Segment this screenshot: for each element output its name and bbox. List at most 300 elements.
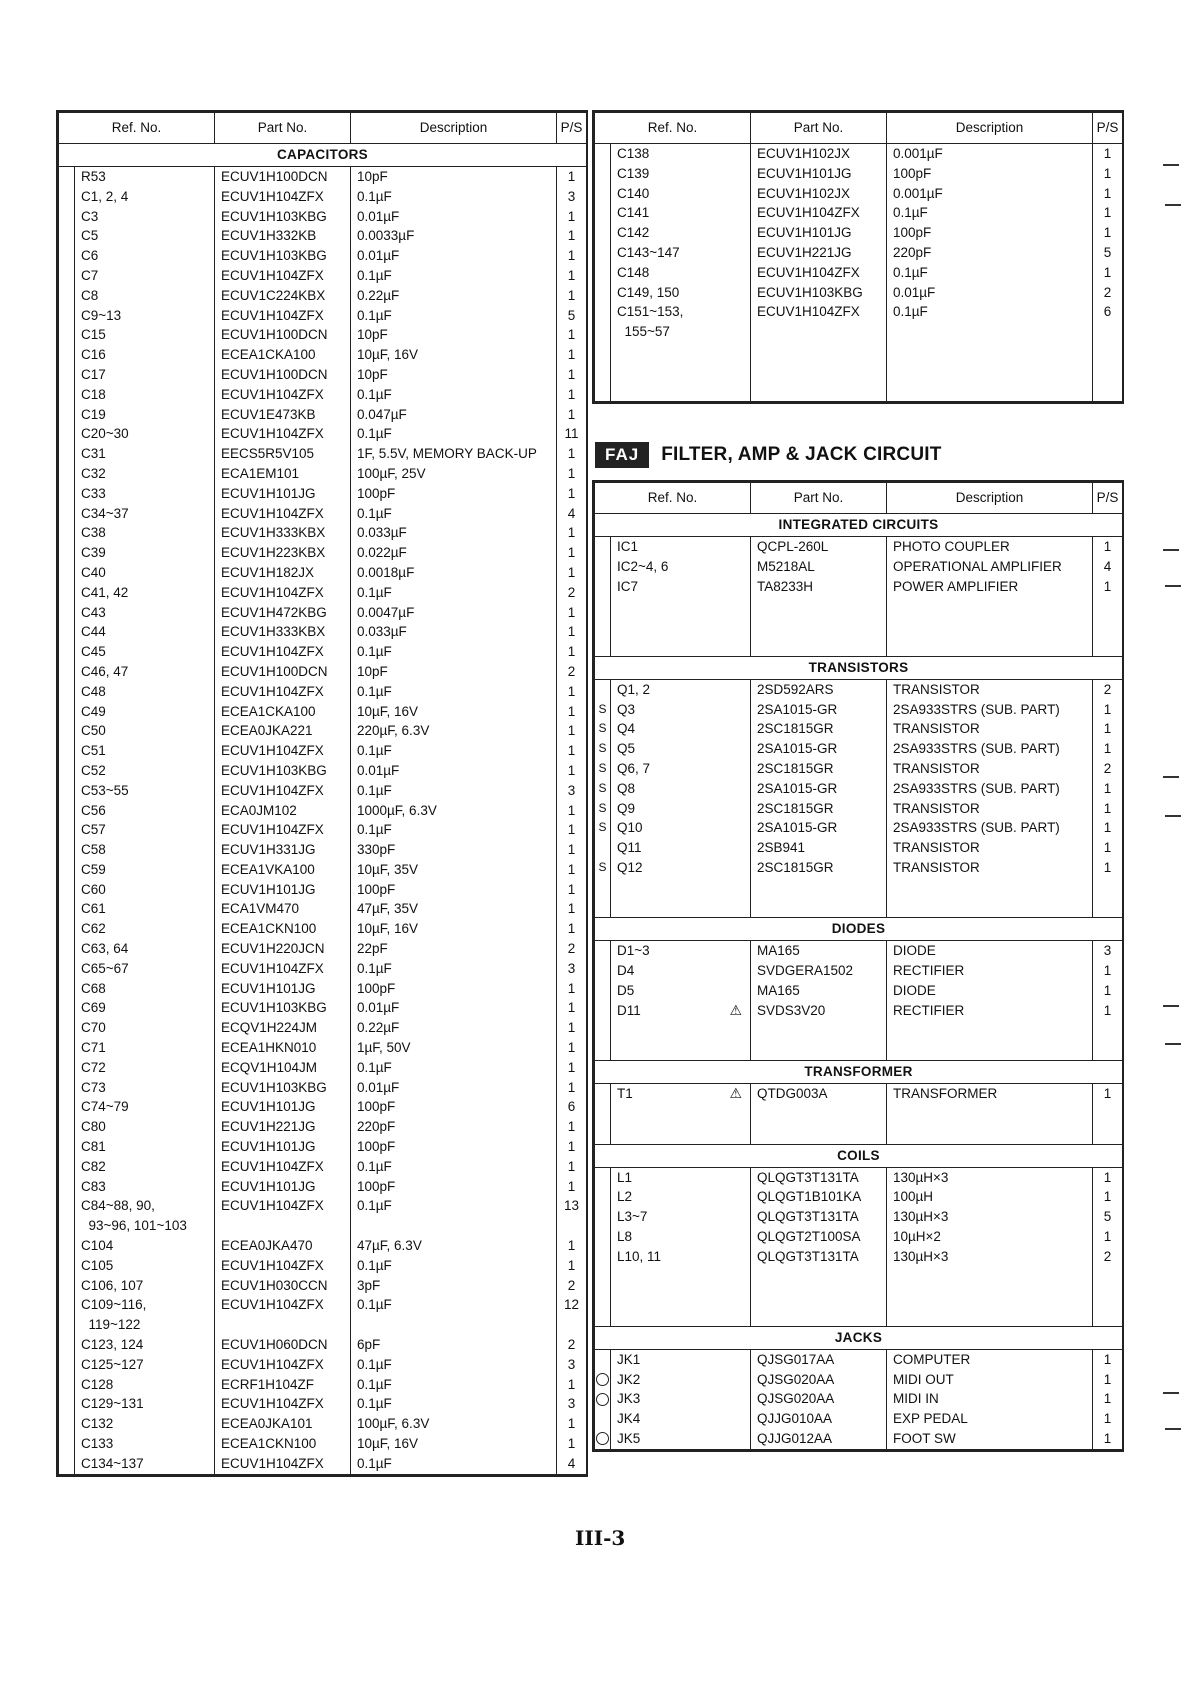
table-row bbox=[59, 1157, 587, 1177]
row-ps: 1 bbox=[1093, 961, 1123, 981]
left-parts-table bbox=[58, 112, 587, 1475]
row-ref bbox=[75, 1018, 215, 1038]
row-ps: 1 bbox=[1093, 164, 1123, 184]
section-title: CAPACITORS bbox=[59, 144, 587, 167]
row-part: ECUV1H100DCN bbox=[215, 325, 351, 345]
row-ref-text: C81 bbox=[81, 1139, 106, 1155]
row-ref bbox=[611, 719, 751, 739]
table-header bbox=[595, 483, 1123, 514]
table-row bbox=[595, 1207, 1123, 1227]
row-ref-text: C69 bbox=[81, 1000, 106, 1016]
row-ref-text: L8 bbox=[617, 1228, 633, 1244]
table-row bbox=[59, 998, 587, 1018]
row-ref bbox=[75, 1117, 215, 1137]
row-desc: 10pF bbox=[351, 167, 557, 187]
table-row bbox=[59, 1394, 587, 1414]
row-ps: 1 bbox=[557, 385, 587, 405]
row-ref-text: 155~57 bbox=[617, 324, 670, 340]
row-ref bbox=[75, 385, 215, 405]
row-ref-text: C57 bbox=[81, 822, 106, 838]
row-ref-text: D11 bbox=[617, 1002, 641, 1018]
row-ref bbox=[611, 1409, 751, 1429]
row-ref-text: C62 bbox=[81, 921, 106, 937]
row-mark bbox=[595, 243, 611, 263]
row-desc: 220µF, 6.3V bbox=[351, 721, 557, 741]
row-ref bbox=[611, 1084, 751, 1104]
table-row bbox=[595, 1084, 1123, 1104]
row-ref bbox=[75, 226, 215, 246]
row-ref bbox=[75, 642, 215, 662]
row-ref-text: C83 bbox=[81, 1178, 106, 1194]
row-ref bbox=[75, 662, 215, 682]
table-row bbox=[59, 583, 587, 603]
table-row bbox=[595, 941, 1123, 961]
row-mark bbox=[59, 1157, 75, 1177]
row-desc: 0.1µF bbox=[351, 1454, 557, 1474]
row-ps: 1 bbox=[557, 1434, 587, 1454]
row-ref bbox=[75, 860, 215, 880]
row-ref-text: C41, 42 bbox=[81, 584, 129, 600]
row-mark bbox=[59, 702, 75, 722]
table-row bbox=[595, 263, 1123, 283]
table-row bbox=[595, 537, 1123, 557]
row-desc: 0.1µF bbox=[351, 741, 557, 761]
row-ref bbox=[75, 246, 215, 266]
row-mark bbox=[59, 1454, 75, 1474]
table-row bbox=[59, 1256, 587, 1276]
row-desc: TRANSISTOR bbox=[887, 799, 1093, 819]
row-mark bbox=[59, 563, 75, 583]
section-capacitors bbox=[59, 144, 587, 167]
row-ref-text: C8 bbox=[81, 287, 99, 303]
row-desc: TRANSISTOR bbox=[887, 858, 1093, 878]
row-ref-text: C53~55 bbox=[81, 782, 129, 798]
row-mark: S bbox=[595, 799, 611, 819]
row-ref-text: C74~79 bbox=[81, 1099, 129, 1115]
table-row bbox=[59, 622, 587, 642]
row-mark bbox=[59, 721, 75, 741]
row-desc: 0.1µF bbox=[351, 1196, 557, 1216]
row-desc: 0.1µF bbox=[351, 504, 557, 524]
row-ps: 1 bbox=[557, 286, 587, 306]
row-ref-text: JK3 bbox=[617, 1391, 641, 1407]
row-mark bbox=[59, 266, 75, 286]
row-mark bbox=[59, 1196, 75, 1216]
row-ref-text: D4 bbox=[617, 963, 635, 979]
row-ref-text: C104 bbox=[81, 1238, 114, 1254]
row-ref-text: C73 bbox=[81, 1079, 106, 1095]
row-part: ECA1EM101 bbox=[215, 464, 351, 484]
row-mark bbox=[59, 484, 75, 504]
row-ref-text: C51 bbox=[81, 743, 106, 759]
row-ref-text: Q10 bbox=[617, 820, 643, 836]
table-row bbox=[59, 1315, 587, 1335]
row-mark bbox=[59, 543, 75, 563]
row-part: ECUV1H104ZFX bbox=[215, 187, 351, 207]
row-ref-text: C132 bbox=[81, 1416, 114, 1432]
row-part: ECUV1H333KBX bbox=[215, 523, 351, 543]
row-mark bbox=[59, 840, 75, 860]
row-ref bbox=[75, 1157, 215, 1177]
row-ref bbox=[75, 1058, 215, 1078]
row-ref bbox=[611, 700, 751, 720]
margin-mark bbox=[1163, 1005, 1179, 1007]
row-mark bbox=[59, 1117, 75, 1137]
row-ref-text: C138 bbox=[617, 146, 650, 161]
row-ref bbox=[611, 1207, 751, 1227]
row-ref bbox=[75, 1097, 215, 1117]
table-row bbox=[595, 719, 1123, 739]
blank-row bbox=[595, 382, 1123, 402]
row-mark bbox=[59, 207, 75, 227]
row-ref bbox=[75, 405, 215, 425]
header-desc: Description bbox=[887, 113, 1093, 144]
row-part: ECUV1H104ZFX bbox=[215, 1157, 351, 1177]
row-ref-text: C44 bbox=[81, 624, 106, 640]
row-desc: 220pF bbox=[887, 243, 1093, 263]
row-ref-text: C3 bbox=[81, 208, 99, 224]
row-part bbox=[751, 322, 887, 342]
row-ps: 2 bbox=[1093, 759, 1123, 779]
row-ps: 1 bbox=[557, 702, 587, 722]
row-part: ECUV1H104ZFX bbox=[751, 263, 887, 283]
row-ref-text: C18 bbox=[81, 386, 106, 402]
table-row bbox=[59, 919, 587, 939]
row-ref bbox=[611, 838, 751, 858]
row-ps bbox=[1093, 322, 1123, 342]
table-row bbox=[59, 1236, 587, 1256]
header-desc: Description bbox=[351, 113, 557, 144]
row-desc: 100pF bbox=[351, 1137, 557, 1157]
blank-row bbox=[595, 1286, 1123, 1306]
row-mark bbox=[59, 167, 75, 187]
row-desc: 0.1µF bbox=[351, 682, 557, 702]
section-header bbox=[595, 1061, 1123, 1084]
row-mark bbox=[59, 1078, 75, 1098]
row-desc: 0.022µF bbox=[351, 543, 557, 563]
row-ref bbox=[611, 799, 751, 819]
row-ref bbox=[75, 1295, 215, 1315]
row-desc: 100µH bbox=[887, 1187, 1093, 1207]
row-part: 2SA1015-GR bbox=[751, 700, 887, 720]
row-desc: DIODE bbox=[887, 941, 1093, 961]
row-ref bbox=[75, 306, 215, 326]
row-ps: 4 bbox=[557, 1454, 587, 1474]
row-ref-text: C141 bbox=[617, 205, 650, 221]
row-desc bbox=[351, 1315, 557, 1335]
row-ref bbox=[75, 1276, 215, 1296]
row-ref-text: Q8 bbox=[617, 780, 636, 796]
row-part: 2SA1015-GR bbox=[751, 779, 887, 799]
row-mark bbox=[59, 1394, 75, 1414]
row-desc: 100pF bbox=[351, 1097, 557, 1117]
row-part: ECUV1H104ZFX bbox=[215, 1256, 351, 1276]
table-row bbox=[595, 302, 1123, 322]
row-mark bbox=[59, 464, 75, 484]
row-ref-text: R53 bbox=[81, 169, 106, 184]
row-mark: S bbox=[595, 858, 611, 878]
row-mark bbox=[595, 203, 611, 223]
row-ref-text: JK2 bbox=[617, 1371, 641, 1387]
row-desc: 100pF bbox=[351, 979, 557, 999]
row-ref bbox=[75, 1355, 215, 1375]
row-mark bbox=[595, 1207, 611, 1227]
row-ref bbox=[75, 325, 215, 345]
table-row bbox=[595, 1409, 1123, 1429]
row-desc: 100pF bbox=[887, 164, 1093, 184]
row-part: ECUV1H104ZFX bbox=[215, 682, 351, 702]
row-ref-text: Q9 bbox=[617, 800, 636, 816]
row-desc: 10µF, 16V bbox=[351, 1434, 557, 1454]
blank-row bbox=[595, 616, 1123, 636]
table-row bbox=[595, 739, 1123, 759]
row-ref bbox=[75, 702, 215, 722]
row-mark bbox=[595, 302, 611, 322]
row-ref bbox=[75, 266, 215, 286]
row-mark bbox=[59, 1414, 75, 1434]
blank-row bbox=[595, 1267, 1123, 1287]
table-row bbox=[595, 1370, 1123, 1390]
row-part: ECUV1H102JX bbox=[751, 144, 887, 164]
row-ps: 1 bbox=[1093, 1409, 1123, 1429]
row-part: 2SC1815GR bbox=[751, 719, 887, 739]
row-part: ECUV1H101JG bbox=[215, 979, 351, 999]
row-part: QLQGT3T131TA bbox=[751, 1247, 887, 1267]
row-desc: EXP PEDAL bbox=[887, 1409, 1093, 1429]
row-ref-text: Q4 bbox=[617, 721, 636, 737]
row-mark bbox=[59, 741, 75, 761]
table-row bbox=[59, 1137, 587, 1157]
row-desc: 0.1µF bbox=[351, 1355, 557, 1375]
row-mark bbox=[59, 286, 75, 306]
row-mark: S bbox=[595, 779, 611, 799]
row-ps: 1 bbox=[557, 1058, 587, 1078]
row-part: ECUV1H104ZFX bbox=[215, 1295, 351, 1315]
row-ps: 1 bbox=[557, 919, 587, 939]
row-ps: 5 bbox=[557, 306, 587, 326]
row-ps: 2 bbox=[557, 662, 587, 682]
page-number: III-3 bbox=[575, 1526, 626, 1550]
row-ps: 1 bbox=[557, 1177, 587, 1197]
row-mark bbox=[59, 1335, 75, 1355]
table-row bbox=[59, 1295, 587, 1315]
row-desc: 0.01µF bbox=[351, 761, 557, 781]
row-mark bbox=[595, 144, 611, 164]
row-part: ECUV1H103KBG bbox=[215, 998, 351, 1018]
row-mark bbox=[595, 1409, 611, 1429]
row-desc: RECTIFIER bbox=[887, 1001, 1093, 1021]
section-header bbox=[595, 656, 1123, 679]
row-ps: 1 bbox=[1093, 1227, 1123, 1247]
row-ps: 13 bbox=[557, 1196, 587, 1216]
row-ref bbox=[75, 207, 215, 227]
table-row bbox=[59, 1018, 587, 1038]
row-desc: 1000µF, 6.3V bbox=[351, 801, 557, 821]
row-ps: 1 bbox=[557, 998, 587, 1018]
row-ref-text: C17 bbox=[81, 366, 106, 382]
row-part: ECEA1HKN010 bbox=[215, 1038, 351, 1058]
row-part: ECUV1H101JG bbox=[215, 880, 351, 900]
row-ps: 1 bbox=[557, 464, 587, 484]
row-desc: 100pF bbox=[351, 1177, 557, 1197]
row-part: 2SC1815GR bbox=[751, 759, 887, 779]
row-part: 2SB941 bbox=[751, 838, 887, 858]
right-bottom-parts-table bbox=[594, 482, 1123, 1450]
row-mark bbox=[59, 1097, 75, 1117]
row-ref-text: C56 bbox=[81, 802, 106, 818]
row-mark bbox=[595, 1247, 611, 1267]
row-desc: OPERATIONAL AMPLIFIER bbox=[887, 557, 1093, 577]
row-ref-text: T1 bbox=[617, 1086, 633, 1102]
row-mark bbox=[59, 306, 75, 326]
table-row bbox=[595, 1429, 1123, 1449]
table-row bbox=[59, 1276, 587, 1296]
row-desc: 0.1µF bbox=[351, 1157, 557, 1177]
row-ps: 5 bbox=[1093, 1207, 1123, 1227]
row-desc: 6pF bbox=[351, 1335, 557, 1355]
row-ref bbox=[75, 365, 215, 385]
row-ref-text: C133 bbox=[81, 1436, 114, 1451]
margin-mark bbox=[1163, 776, 1179, 778]
row-part: ECUV1H101JG bbox=[215, 1177, 351, 1197]
row-desc: 10µF, 16V bbox=[351, 345, 557, 365]
row-part: ECEA0JKA101 bbox=[215, 1414, 351, 1434]
row-desc: 2SA933STRS (SUB. PART) bbox=[887, 779, 1093, 799]
row-part: ECUV1H104ZFX bbox=[215, 1355, 351, 1375]
row-mark bbox=[59, 1355, 75, 1375]
row-desc: 100pF bbox=[351, 484, 557, 504]
row-ps: 1 bbox=[557, 1375, 587, 1395]
table-row bbox=[59, 226, 587, 246]
row-ref-text: 119~122 bbox=[81, 1317, 141, 1333]
table-row bbox=[595, 223, 1123, 243]
row-ref-text: D1~3 bbox=[617, 943, 650, 959]
row-ps: 2 bbox=[557, 1276, 587, 1296]
row-ref bbox=[75, 1137, 215, 1157]
row-desc: COMPUTER bbox=[887, 1349, 1093, 1369]
row-part: ECA0JM102 bbox=[215, 801, 351, 821]
row-ref bbox=[75, 1196, 215, 1216]
row-mark bbox=[59, 365, 75, 385]
row-part: ECUV1H101JG bbox=[215, 484, 351, 504]
margin-mark bbox=[1165, 1428, 1181, 1430]
row-desc: 0.1µF bbox=[351, 642, 557, 662]
row-desc: 10µF, 35V bbox=[351, 860, 557, 880]
row-mark bbox=[595, 322, 611, 342]
row-ref-text: IC7 bbox=[617, 578, 639, 594]
table-row bbox=[595, 1167, 1123, 1187]
table-row bbox=[59, 1414, 587, 1434]
row-ps: 1 bbox=[1093, 1084, 1123, 1104]
row-ps: 1 bbox=[557, 444, 587, 464]
row-ref bbox=[75, 1236, 215, 1256]
table-row bbox=[59, 286, 587, 306]
row-mark bbox=[595, 679, 611, 699]
section-header bbox=[595, 918, 1123, 941]
table-row bbox=[59, 1097, 587, 1117]
row-ps: 1 bbox=[557, 820, 587, 840]
table-row bbox=[59, 464, 587, 484]
row-mark bbox=[59, 1276, 75, 1296]
table-row bbox=[59, 781, 587, 801]
row-part: ECUV1H104ZFX bbox=[751, 302, 887, 322]
row-part: ECUV1H104ZFX bbox=[215, 959, 351, 979]
row-ref-text: C45 bbox=[81, 644, 106, 660]
row-mark bbox=[59, 385, 75, 405]
row-mark bbox=[59, 226, 75, 246]
row-part: ECUV1H101JG bbox=[751, 164, 887, 184]
row-ps: 3 bbox=[557, 1355, 587, 1375]
row-ps: 3 bbox=[557, 1394, 587, 1414]
row-ref-text: C125~127 bbox=[81, 1356, 144, 1372]
row-part: TA8233H bbox=[751, 577, 887, 597]
row-ref bbox=[75, 761, 215, 781]
row-mark bbox=[59, 939, 75, 959]
row-part: ECUV1H182JX bbox=[215, 563, 351, 583]
row-part: ECUV1H104ZFX bbox=[215, 820, 351, 840]
row-mark bbox=[59, 1295, 75, 1315]
row-ps: 1 bbox=[1093, 818, 1123, 838]
row-part: QLQGT2T100SA bbox=[751, 1227, 887, 1247]
table-row bbox=[59, 1117, 587, 1137]
table-row bbox=[595, 1349, 1123, 1369]
blank-row bbox=[595, 1021, 1123, 1041]
table-row bbox=[59, 682, 587, 702]
row-mark bbox=[595, 941, 611, 961]
row-ref bbox=[75, 523, 215, 543]
row-desc: MIDI IN bbox=[887, 1389, 1093, 1409]
row-part: ECEA0JKA470 bbox=[215, 1236, 351, 1256]
blank-row bbox=[595, 1124, 1123, 1144]
row-ref-text: L3~7 bbox=[617, 1209, 648, 1225]
row-ps: 1 bbox=[1093, 739, 1123, 759]
table-row bbox=[595, 779, 1123, 799]
row-part: ECUV1H104ZFX bbox=[751, 203, 887, 223]
row-mark bbox=[59, 1236, 75, 1256]
row-ref bbox=[75, 543, 215, 563]
row-ref bbox=[75, 1414, 215, 1434]
row-ref-text: C134~137 bbox=[81, 1455, 144, 1471]
row-part: ECUV1H030CCN bbox=[215, 1276, 351, 1296]
row-ref bbox=[75, 1375, 215, 1395]
warning-triangle-icon: ⚠ bbox=[729, 1085, 742, 1102]
table-row bbox=[595, 184, 1123, 204]
blank-row bbox=[595, 878, 1123, 898]
row-ps bbox=[557, 1216, 587, 1236]
row-mark bbox=[59, 1434, 75, 1454]
row-part: ECUV1H104ZFX bbox=[215, 642, 351, 662]
table-row bbox=[595, 818, 1123, 838]
row-ref-text: Q1, 2 bbox=[617, 681, 651, 697]
row-ps: 1 bbox=[557, 741, 587, 761]
section-title: COILS bbox=[595, 1144, 1123, 1167]
row-ref-text: L2 bbox=[617, 1189, 633, 1205]
row-ref-text: C84~88, 90, bbox=[81, 1198, 155, 1214]
row-desc: TRANSISTOR bbox=[887, 838, 1093, 858]
row-desc: 0.1µF bbox=[351, 424, 557, 444]
row-mark bbox=[59, 998, 75, 1018]
row-ref-text: Q11 bbox=[617, 840, 642, 856]
row-ref bbox=[611, 184, 751, 204]
row-ps: 1 bbox=[557, 563, 587, 583]
row-desc: 0.033µF bbox=[351, 622, 557, 642]
row-ps: 11 bbox=[557, 424, 587, 444]
row-ps: 1 bbox=[557, 899, 587, 919]
table-row bbox=[595, 700, 1123, 720]
row-ref bbox=[611, 203, 751, 223]
row-ref bbox=[611, 1187, 751, 1207]
row-ref bbox=[611, 1001, 751, 1021]
